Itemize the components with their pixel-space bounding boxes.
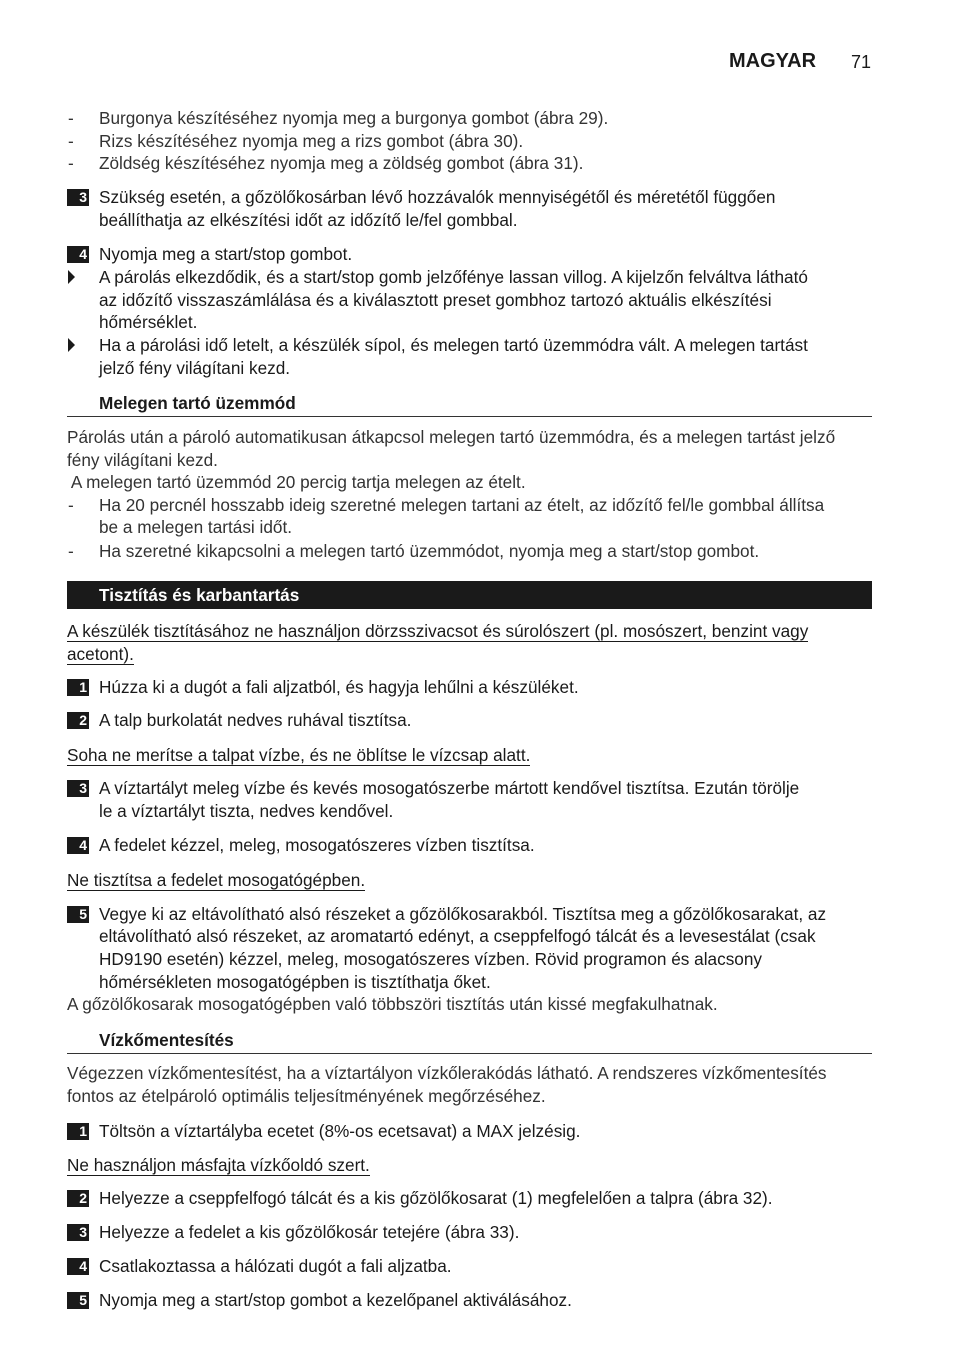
list-item: Rizs készítéséhez nyomja meg a rizs gombot (ábra 30). <box>99 131 524 151</box>
note-text: A gőzölőkosarak mosogatógépben való többszöri tisztítás után kissé megfakulhatnak. <box>67 994 718 1014</box>
paragraph: fontos az ételpároló optimális teljesítményének megőrzéséhez. <box>67 1086 546 1106</box>
warning-text: acetont). <box>67 644 134 664</box>
result-text: hőmérséklet. <box>99 312 198 332</box>
paragraph: fény világítani kezd. <box>67 450 218 470</box>
result-text: Ha a párolási idő letelt, a készülék sípol, és melegen tartó üzemmódra vált. A melegen tartást <box>99 335 808 355</box>
step-text: Szükség esetén, a gőzölőkosárban lévő hozzávalók mennyiségétől és méretétől függően <box>99 187 776 207</box>
step-number: 3 <box>67 780 89 797</box>
paragraph: Párolás után a pároló automatikusan átkapcsol melegen tartó üzemmódra, és a melegen tartást jelző <box>67 427 836 447</box>
paragraph: Végezzen vízkőmentesítést, ha a víztartályon vízkőlerakódás látható. A rendszeres vízkőmentesítés <box>67 1063 827 1083</box>
step-text: Nyomja meg a start/stop gombot a kezelőpanel aktiválásához. <box>99 1290 572 1310</box>
step-number: 5 <box>67 1292 89 1309</box>
step-number: 4 <box>67 246 89 263</box>
step-number: 3 <box>67 189 89 206</box>
step-number: 1 <box>67 1123 89 1140</box>
subsection-title: Vízkőmentesítés <box>99 1030 234 1050</box>
step-text: HD9190 esetén) kézzel, meleg, mosogatószeres vízben. Rövid programon és alacsony <box>99 949 763 969</box>
step-number: 4 <box>67 837 89 854</box>
list-item: Ha szeretné kikapcsolni a melegen tartó üzemmódot, nyomja meg a start/stop gombot. <box>99 541 760 561</box>
dash-marker: - <box>68 131 74 151</box>
warning-text: Ne tisztítsa a fedelet mosogatógépben. <box>67 870 366 890</box>
warning-text: Soha ne merítse a talpat vízbe, és ne öblítse le vízcsap alatt. <box>67 745 531 765</box>
step-text: A fedelet kézzel, meleg, mosogatószeres vízben tisztítsa. <box>99 835 535 855</box>
dash-marker: - <box>68 541 74 561</box>
subsection-title: Melegen tartó üzemmód <box>99 393 296 413</box>
dash-marker: - <box>68 495 74 515</box>
step-text: Vegye ki az eltávolítható alsó részeket a gőzölőkosarakból. Tisztítsa meg a gőzölőkosarakat, az <box>99 904 827 924</box>
paragraph: A melegen tartó üzemmód 20 percig tartja melegen az ételt. <box>67 472 526 492</box>
step-number: 2 <box>67 712 89 729</box>
step-text: Töltsön a víztartályba ecetet (8%-os ecetsavat) a MAX jelzésig. <box>99 1121 581 1141</box>
warning-text: Ne használjon másfajta vízkőoldó szert. <box>67 1155 370 1175</box>
step-number: 1 <box>67 679 89 696</box>
step-text: beállíthatja az elkészítési időt az időzítő le/fel gombbal. <box>99 210 518 230</box>
dash-marker: - <box>68 108 74 128</box>
list-item: be a melegen tartási időt. <box>99 517 292 537</box>
step-number: 5 <box>67 906 89 923</box>
section-heading-cleaning <box>67 581 872 609</box>
language-label: MAGYAR <box>729 50 817 72</box>
step-number: 3 <box>67 1224 89 1241</box>
step-text: Csatlakoztassa a hálózati dugót a fali aljzatba. <box>99 1256 452 1276</box>
step-text: A talp burkolatát nedves ruhával tisztítsa. <box>99 710 412 730</box>
step-text: Helyezze a cseppfelfogó tálcát és a kis gőzölőkosarat (1) megfelelően a talpra (ábra 32). <box>99 1188 773 1208</box>
dash-marker: - <box>68 153 74 173</box>
step-text: A víztartályt meleg vízbe és kevés mosogatószerbe mártott kendővel tisztítsa. Ezután törölje <box>99 778 800 798</box>
step-text: Nyomja meg a start/stop gombot. <box>99 244 353 264</box>
list-item: Zöldség készítéséhez nyomja meg a zöldség gombot (ábra 31). <box>99 153 584 173</box>
result-text: A párolás elkezdődik, és a start/stop gomb jelzőfénye lassan villog. A kijelzőn felváltva látható <box>99 267 808 287</box>
warning-text: A készülék tisztításához ne használjon dörzsszivacsot és súrolószert (pl. mosószert, benzint vagy <box>67 621 809 641</box>
result-text: az időzítő visszaszámlálása és a kiválasztott preset gombhoz tartozó aktuális elkészítési <box>99 290 772 310</box>
step-text: Helyezze a fedelet a kis gőzölőkosár tetejére (ábra 33). <box>99 1222 520 1242</box>
subsection-heading-keepwarm <box>67 392 872 417</box>
step-text: Húzza ki a dugót a fali aljzatból, és hagyja lehűlni a készüléket. <box>99 677 579 697</box>
list-item: Burgonya készítéséhez nyomja meg a burgonya gombot (ábra 29). <box>99 108 609 128</box>
result-triangle-icon <box>68 338 75 352</box>
step-text: le a víztartályt tiszta, nedves kendővel. <box>99 801 394 821</box>
page-number: 71 <box>851 52 872 72</box>
section-title: Tisztítás és karbantartás <box>99 585 300 605</box>
result-text: jelző fény világítani kezd. <box>99 358 291 378</box>
result-triangle-icon <box>68 270 75 284</box>
list-item: Ha 20 percnél hosszabb ideig szeretné melegen tartani az ételt, az időzítő fel/le gombbal állítsa <box>99 495 825 515</box>
step-number: 4 <box>67 1258 89 1275</box>
step-number: 2 <box>67 1190 89 1207</box>
step-text: hőmérsékleten mosogatógépben is tisztíthatja őket. <box>99 972 491 992</box>
step-text: eltávolítható alsó részeket, az aromatartó edényt, a cseppfelfogó tálcát és a levesestálat (csak <box>99 926 816 946</box>
subsection-heading-descaling <box>67 1029 872 1054</box>
